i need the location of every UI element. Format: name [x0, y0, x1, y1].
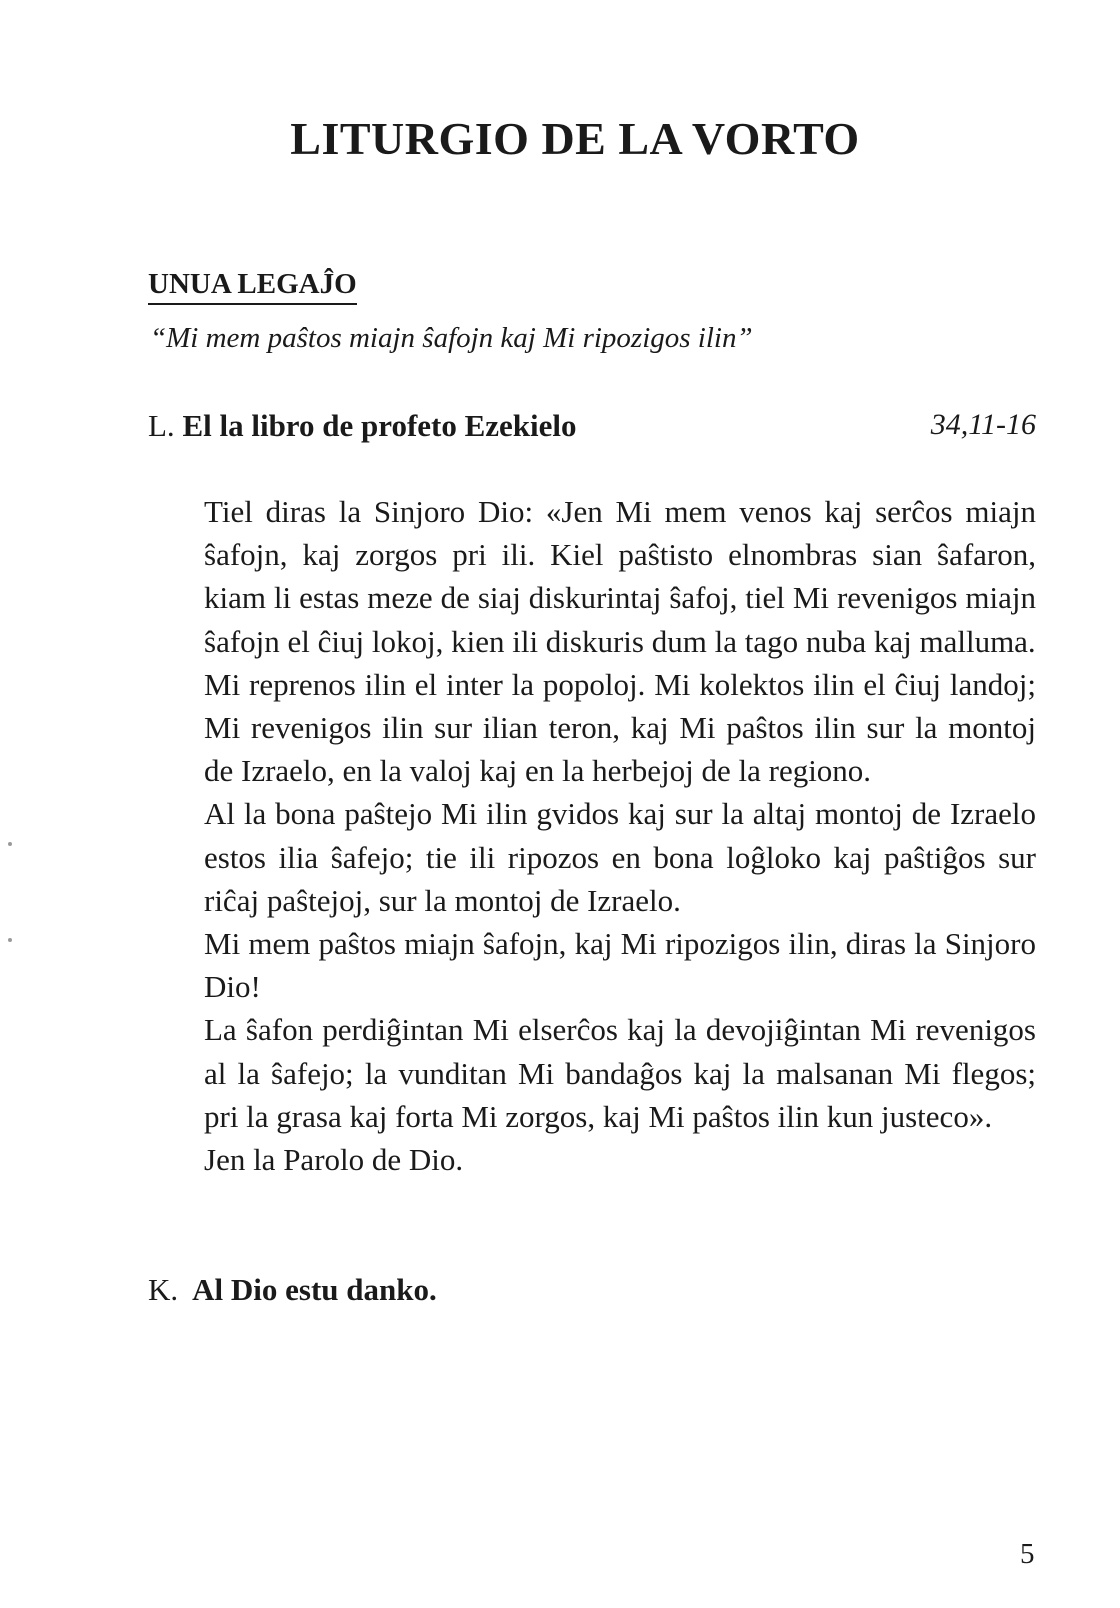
scripture-reference: 34,11-16 [930, 408, 1036, 441]
reading-body [204, 490, 1036, 1181]
scan-mark [8, 938, 12, 942]
section-heading: UNUA LEGAĴO [148, 268, 357, 305]
congregation-response [148, 1272, 437, 1308]
page-number: 5 [1020, 1538, 1035, 1570]
closing-formula: Jen la Parolo de Dio. [204, 1142, 464, 1178]
reading-source [148, 408, 577, 444]
paragraph: Tiel diras la Sinjoro Dio: «Jen Mi mem venos kaj serĉos miajn ŝafojn, kaj zorgos pri ili. Kiel paŝtisto elnombras sian ŝafaron, kiam li estas meze de siaj diskurintaj ŝafoj, tiel Mi revenigos miajn ŝafojn el ĉiuj lokoj, kien ili diskuris dum la tago nuba kaj malluma. [204, 494, 1036, 659]
reading-source-title: El la libro de profeto Ezekielo [182, 408, 577, 443]
page-title: LITURGIO DE LA VORTO [290, 113, 860, 164]
reading-subtitle: “Mi mem paŝtos miajn ŝafojn kaj Mi ripozigos ilin” [150, 322, 753, 354]
paragraph: Al la bona paŝtejo Mi ilin gvidos kaj sur la altaj montoj de Izraelo estos ilia ŝafejo; tie ili ripozos en bona loĝloko kaj paŝtiĝos sur riĉaj paŝtejoj, sur la montoj de Izraelo. [204, 796, 1036, 918]
paragraph: La ŝafon perdiĝintan Mi elserĉos kaj la devojiĝintan Mi revenigos al la ŝafejo; la vunditan Mi bandaĝos kaj la malsanan Mi flegos; pri la grasa kaj forta Mi zorgos, kaj Mi paŝtos ilin kun justeco». [204, 1012, 1036, 1134]
response-role: K. [148, 1272, 179, 1307]
reading-source-line [148, 408, 1036, 444]
paragraph: Mi reprenos ilin el inter la popoloj. Mi kolektos ilin el ĉiuj landoj; Mi revenigos ilin sur ilian teron, kaj Mi paŝtos ilin sur la montoj de Izraelo, en la valoj kaj en la herbejoj de la regiono. [204, 666, 1036, 789]
paragraph: Mi mem paŝtos miajn ŝafojn, kaj Mi ripozigos ilin, diras la Sinjoro Dio! [204, 926, 1036, 1005]
scan-mark [8, 842, 12, 846]
response-text: Al Dio estu danko. [192, 1272, 437, 1307]
reader-role: L. [148, 408, 175, 443]
